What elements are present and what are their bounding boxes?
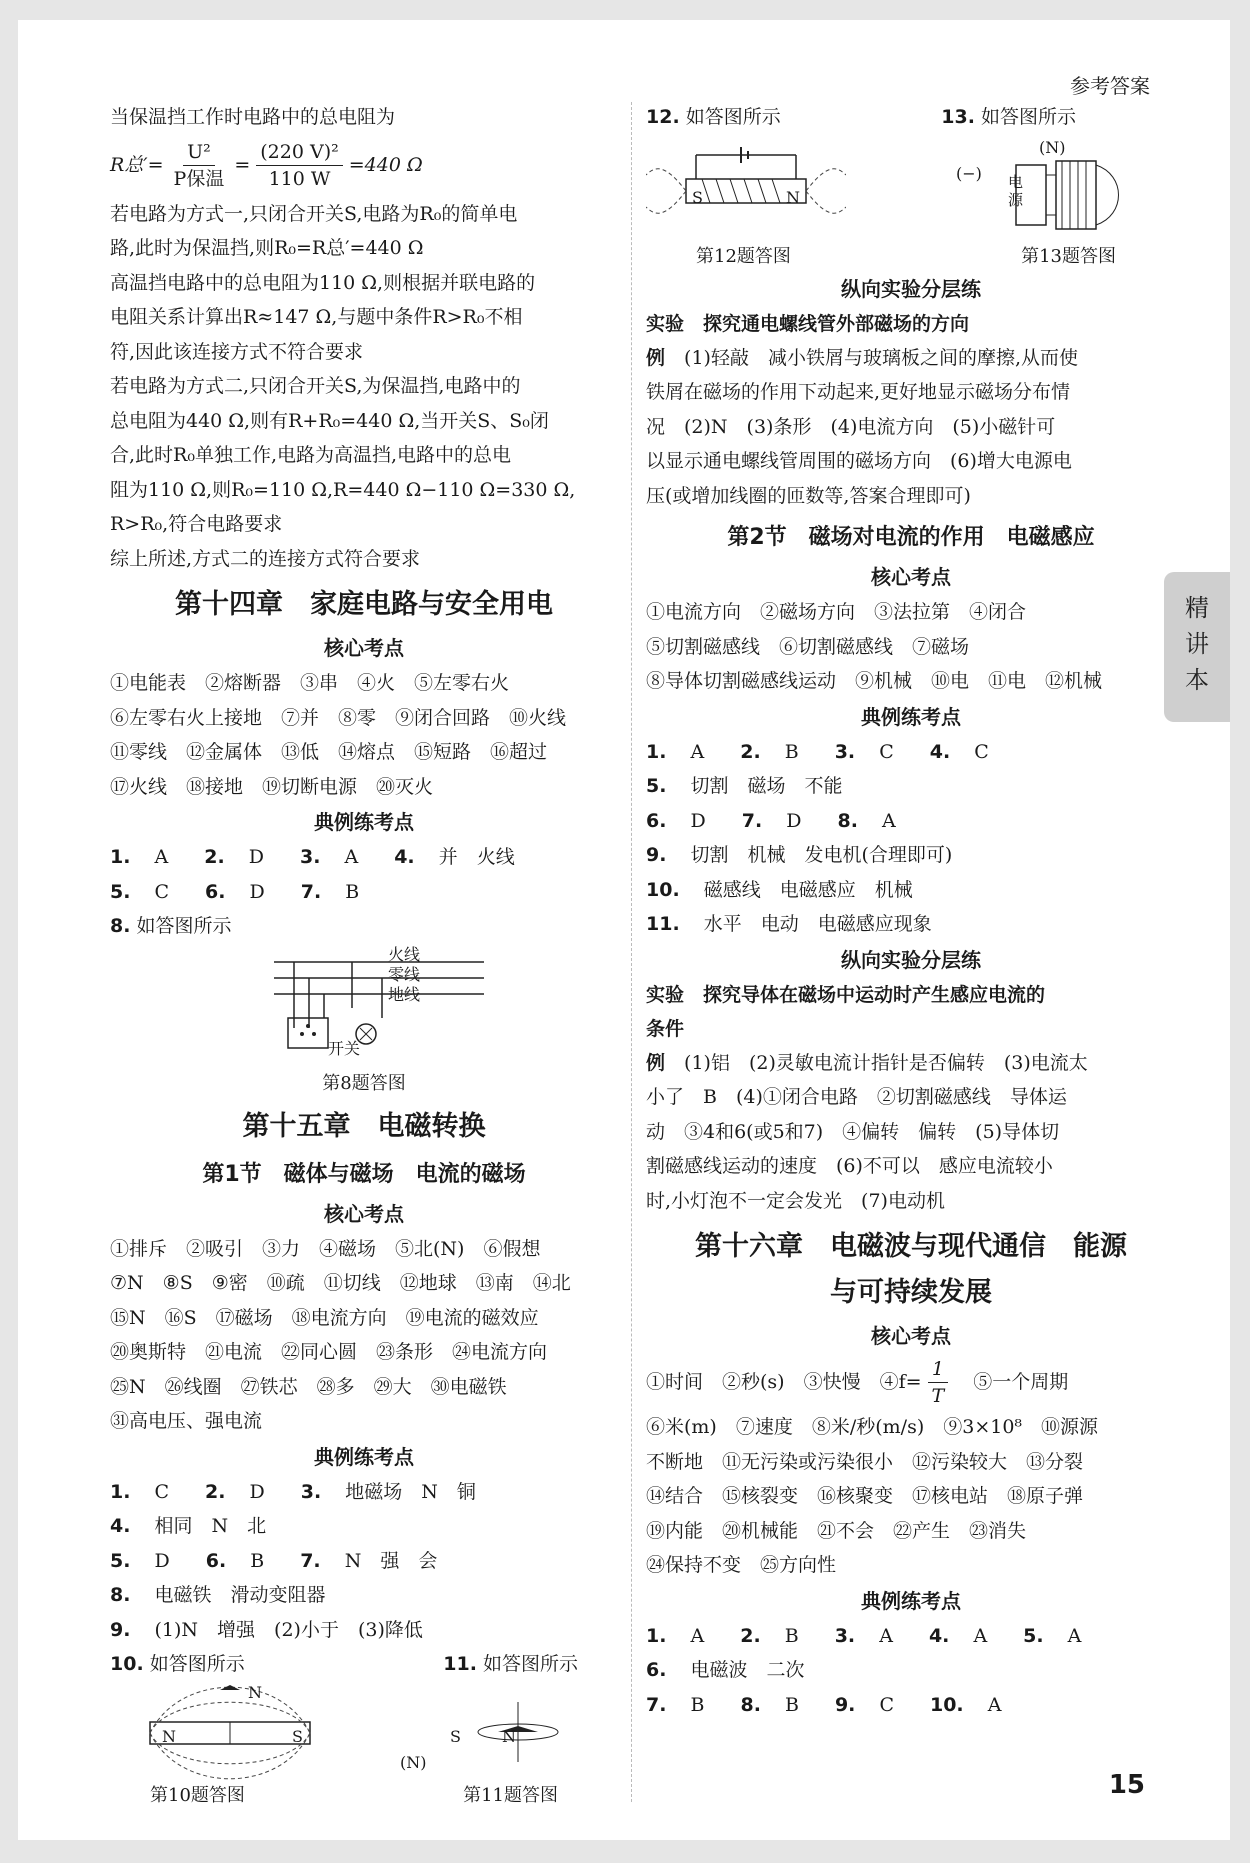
answer-item: 9. 切割 机械 发电机(合理即可): [646, 844, 953, 866]
core-line: ⑳奥斯特 ㉑电流 ㉒同心圆 ㉓条形 ㉔电流方向: [110, 1341, 548, 1363]
captions-12-13: [646, 243, 1176, 271]
examples-heading: 典例练考点: [861, 704, 961, 729]
answer-item: 1. A: [646, 740, 705, 763]
figures-12-13: [646, 135, 1176, 243]
coil-n-label: (N): [1039, 137, 1066, 157]
page: [18, 20, 1230, 1840]
answers-line: [646, 838, 1176, 873]
experiment-title: 实验 探究导体在磁场中运动时产生感应电流的: [646, 983, 1046, 1006]
answers-line: [646, 735, 1176, 804]
q12-q13-row: [646, 100, 1176, 135]
switch-label: 开关: [328, 1038, 361, 1058]
side-tab-char: 本: [1185, 666, 1209, 694]
frac2-num: (220 V)²: [256, 139, 342, 166]
para-line: 高温挡电路中的总电阻为110 Ω,则根据并联电路的: [110, 271, 536, 294]
page-header: 参考答案: [1070, 74, 1150, 98]
page-number: 15: [1108, 1770, 1145, 1800]
answers-line: [646, 1688, 1176, 1723]
right-column: [646, 100, 1176, 1722]
answer-item: 10. 磁感线 电磁感应 机械: [646, 878, 913, 901]
para-line: 路,此时为保温挡,则R₀=R总′=440 Ω: [110, 237, 424, 259]
intro-line: 当保温挡工作时电路中的总电阻为: [110, 106, 396, 128]
para-line: 阻为110 Ω,则R₀=110 Ω,R=440 Ω−110 Ω=330 Ω,: [110, 478, 576, 501]
examples-heading: 典例练考点: [861, 1588, 961, 1613]
frac2-den: 110 W: [268, 168, 331, 190]
experiment-line: 例 (1)铝 (2)灵敏电流计指针是否偏转 (3)电流太: [646, 1051, 1088, 1074]
answer-item: 1. A: [110, 846, 169, 868]
figure-11-caption: 第11题答图: [463, 1784, 558, 1806]
para1: [110, 197, 618, 577]
answer-item: 10. 如答图所示: [110, 1653, 245, 1675]
chapter-15-title: 第十五章 电磁转换: [242, 1110, 486, 1142]
side-tab-char: 精: [1185, 594, 1209, 622]
answer-item: 10. A: [929, 1693, 1002, 1716]
section-1-title: 第1节 磁体与磁场 电流的磁场: [202, 1161, 526, 1187]
section-2-title: 第2节 磁场对电流的作用 电磁感应: [727, 525, 1095, 550]
answer-item: 6. D: [646, 809, 706, 832]
answer-item: 8. 电磁铁 滑动变阻器: [110, 1584, 326, 1606]
core-line: ①排斥 ②吸引 ③力 ④磁场 ⑤北(N) ⑥假想: [110, 1237, 541, 1260]
core-line: ⑥左零右火上接地 ⑦并 ⑧零 ⑨闭合回路 ⑩火线: [110, 706, 567, 729]
frequency-fraction: $\frac{1}{T}$: [928, 1356, 949, 1409]
answer-item: 7. B: [300, 880, 360, 903]
core-points-heading: 核心考点: [871, 1324, 951, 1348]
solenoid-s-label: S: [692, 187, 703, 207]
experiment-line: 例 (1)轻敲 减小铁屑与玻璃板之间的摩擦,从而使: [646, 346, 1078, 369]
house-circuit-diagram: [184, 944, 544, 1064]
core-line: ⑥米(m) ⑦速度 ⑧米/秒(m/s) ⑨3×10⁸ ⑩源源: [646, 1416, 1099, 1438]
q10-q11-row: [110, 1647, 618, 1682]
answer-item: 9. C: [834, 1693, 894, 1716]
answer-item: 3. A: [299, 846, 359, 868]
examples-heading: 典例练考点: [314, 810, 414, 834]
answer-item: 7. N 强 会: [300, 1549, 438, 1572]
core-line: ㉛高电压、强电流: [110, 1410, 263, 1432]
experiment-line: 动 ③4和6(或5和7) ④偏转 偏转 (5)导体切: [646, 1120, 1060, 1143]
answers-line: [110, 1544, 618, 1613]
answer-item: 1. A: [646, 1624, 705, 1647]
answer-item: 13. 如答图所示: [941, 106, 1076, 128]
core-line: ⑮N ⑯S ⑰磁场 ⑱电流方向 ⑲电流的磁效应: [110, 1306, 539, 1329]
answers-line: [646, 804, 1176, 839]
answer-item: 3. A: [834, 1624, 893, 1647]
experiment-line: 时,小灯泡不一定会发光 (7)电动机: [646, 1189, 945, 1212]
magnet-s-label: S: [292, 1726, 303, 1746]
fraction-2: [256, 139, 342, 192]
answer-item: 11. 水平 电动 电磁感应现象: [646, 913, 932, 935]
formula-lhs: R总′=: [110, 154, 164, 177]
compass-diagram: [418, 1682, 618, 1782]
formula-rhs: =440 Ω: [348, 154, 423, 177]
core-points-heading: 核心考点: [324, 1201, 404, 1226]
para-line: 符,因此该连接方式不符合要求: [110, 340, 364, 363]
coil-minus-label: (−): [956, 163, 982, 183]
figure-12-caption: 第12题答图: [696, 245, 791, 267]
core-line: ㉔保持不变 ㉕方向性: [646, 1554, 837, 1576]
experiment-line: 压(或增加线圈的匝数等,答案合理即可): [646, 484, 971, 507]
side-tab-char: 讲: [1185, 630, 1209, 658]
core-line: ⑲内能 ⑳机械能 ㉑不会 ㉒产生 ㉓消失: [646, 1519, 1027, 1542]
figures-10-11: [110, 1682, 618, 1782]
answer-item: 7. D: [741, 809, 802, 832]
para-line: 合,此时R₀单独工作,电路为高温挡,电路中的总电: [110, 444, 512, 466]
answer-item: 8. 如答图所示: [110, 915, 232, 937]
frac1-den: P保温: [173, 168, 225, 190]
column-divider: [631, 102, 632, 1802]
core-line: ①电流方向 ②磁场方向 ③法拉第 ④闭合: [646, 601, 1027, 623]
core-line: 不断地 ⑪无污染或污染很小 ⑫污染较大 ⑬分裂: [646, 1450, 1084, 1473]
fraction-1: [170, 139, 229, 192]
core-line: ⑦N ⑧S ⑨密 ⑩疏 ⑪切线 ⑫地球 ⑬南 ⑭北: [110, 1272, 571, 1294]
answer-item: 4. A: [928, 1624, 988, 1647]
answer-item: 7. B: [646, 1693, 705, 1716]
resistance-formula: [110, 135, 618, 197]
bar-magnet-diagram: [110, 1682, 370, 1782]
answers-line: [110, 1475, 618, 1544]
answers-line: [110, 840, 618, 909]
formula-eq: =: [234, 154, 251, 177]
answer-item: 5. 切割 磁场 不能: [646, 775, 843, 797]
core-line: ⑰火线 ⑱接地 ⑲切断电源 ⑳灭火: [110, 775, 434, 798]
experiment-line: 小了 B (4)①闭合电路 ②切割磁感线 导体运: [646, 1086, 1067, 1108]
figure-13-caption: 第13题答图: [1021, 245, 1116, 267]
solenoid-diagram: [646, 135, 846, 243]
para-line: 若电路为方式一,只闭合开关S,电路为R₀的简单电: [110, 202, 518, 225]
core-line: ⑧导体切割磁感线运动 ⑨机械 ⑩电 ⑪电 ⑫机械: [646, 670, 1103, 692]
frac1-num: U²: [183, 139, 215, 166]
compass-bottom-label: (N): [400, 1752, 427, 1772]
answer-item: 1. C: [110, 1480, 170, 1503]
answer-item: 6. B: [205, 1549, 265, 1572]
live-wire-label: 火线: [388, 944, 421, 964]
experiment-line: 割磁感线运动的速度 (6)不可以 感应电流较小: [646, 1155, 1053, 1177]
core-line: ⑤切割磁感线 ⑥切割磁感线 ⑦磁场: [646, 635, 970, 658]
answer-item: 6. D: [205, 880, 265, 903]
chapter-16-title: 第十六章 电磁波与现代通信 能源: [695, 1231, 1127, 1262]
answer-item: 5. D: [110, 1549, 170, 1572]
answer-item: 5. A: [1023, 1624, 1082, 1647]
experiment-heading: 纵向实验分层练: [841, 947, 981, 972]
experiment-title-cont: 条件: [646, 1017, 685, 1040]
examples-heading: 典例练考点: [314, 1444, 414, 1469]
answer-item: 9. (1)N 增强 (2)小于 (3)降低: [110, 1618, 423, 1641]
answers-line: [646, 873, 1176, 908]
para-line: 若电路为方式二,只闭合开关S,为保温挡,电路中的: [110, 375, 521, 397]
experiment-heading: 纵向实验分层练: [841, 276, 981, 301]
solenoid-n-label: N: [786, 187, 800, 207]
answer-item: 2. B: [740, 1624, 799, 1647]
answer-item: 2. D: [204, 846, 264, 868]
answer-item: 3. C: [834, 740, 894, 763]
chapter-16-title-cont: 与可持续发展: [830, 1277, 992, 1308]
figure-10-caption: 第10题答图: [150, 1784, 245, 1806]
experiment-line: 铁屑在磁场的作用下动起来,更好地显示磁场分布情: [646, 381, 1071, 403]
answer-item: 2. D: [205, 1480, 265, 1503]
experiment-title: 实验 探究通电螺线管外部磁场的方向: [646, 312, 970, 335]
answer-item: 12. 如答图所示: [646, 106, 781, 128]
answers-line: [646, 907, 1176, 942]
core-line: ⑪零线 ⑫金属体 ⑬低 ⑭熔点 ⑮短路 ⑯超过: [110, 741, 548, 763]
magnet-n-label: N: [162, 1726, 176, 1746]
answer-item: 5. C: [110, 880, 170, 903]
answer-item: 8. A: [837, 809, 896, 832]
answer-item: 4. 并 火线: [394, 846, 515, 868]
answer-item: 4. 相同 N 北: [110, 1515, 267, 1537]
answer-item: 2. B: [740, 740, 799, 763]
answer-item: 4. C: [929, 740, 989, 763]
experiment-line: 以显示通电螺线管周围的磁场方向 (6)增大电源电: [646, 450, 1072, 472]
answer-item: 11. 如答图所示: [443, 1653, 578, 1675]
left-column: [110, 100, 618, 1810]
core-points-heading: 核心考点: [324, 636, 404, 660]
core-line-formula: ①时间 ②秒(s) ③快慢 ④f= $\frac{1}{T}$ ⑤一个周期: [646, 1357, 1069, 1407]
para-line: 综上所述,方式二的连接方式符合要求: [110, 547, 421, 570]
side-tab-jingjiangben: [1164, 572, 1230, 722]
chapter-14-title: 第十四章 家庭电路与安全用电: [175, 589, 553, 620]
para-line: 电阻关系计算出R≈147 Ω,与题中条件R>R₀不相: [110, 306, 523, 328]
power-source-label: 电源: [1008, 172, 1024, 209]
experiment-line: 况 (2)N (3)条形 (4)电流方向 (5)小磁针可: [646, 415, 1056, 438]
figure-8-caption: 第8题答图: [322, 1072, 406, 1094]
answer-item: 6. 电磁波 二次: [646, 1659, 805, 1681]
answers-line: [110, 1613, 618, 1648]
compass-n2-label: N: [502, 1726, 516, 1746]
answer-item: 3. 地磁场 N 铜: [300, 1480, 476, 1503]
compass-s-label: S: [450, 1726, 461, 1746]
core-line: ㉕N ㉖线圈 ㉗铁芯 ㉘多 ㉙大 ㉚电磁铁: [110, 1375, 507, 1398]
compass-n-label: N: [248, 1682, 262, 1702]
figure-8: [110, 944, 618, 1066]
answers-line: [646, 1619, 1176, 1688]
captions-10-11: [110, 1782, 618, 1810]
ground-wire-label: 地线: [388, 984, 421, 1004]
para-line: 总电阻为440 Ω,则有R+R₀=440 Ω,当开关S、S₀闭: [110, 409, 549, 432]
core-line: ⑭结合 ⑮核裂变 ⑯核聚变 ⑰核电站 ⑱原子弹: [646, 1485, 1084, 1507]
core-points-heading: 核心考点: [871, 565, 951, 589]
answer-item: 8. B: [740, 1693, 799, 1716]
core-line: ①电能表 ②熔断器 ③串 ④火 ⑤左零右火: [110, 672, 510, 694]
neutral-wire-label: 零线: [388, 964, 421, 984]
para-line: R>R₀,符合电路要求: [110, 513, 283, 535]
